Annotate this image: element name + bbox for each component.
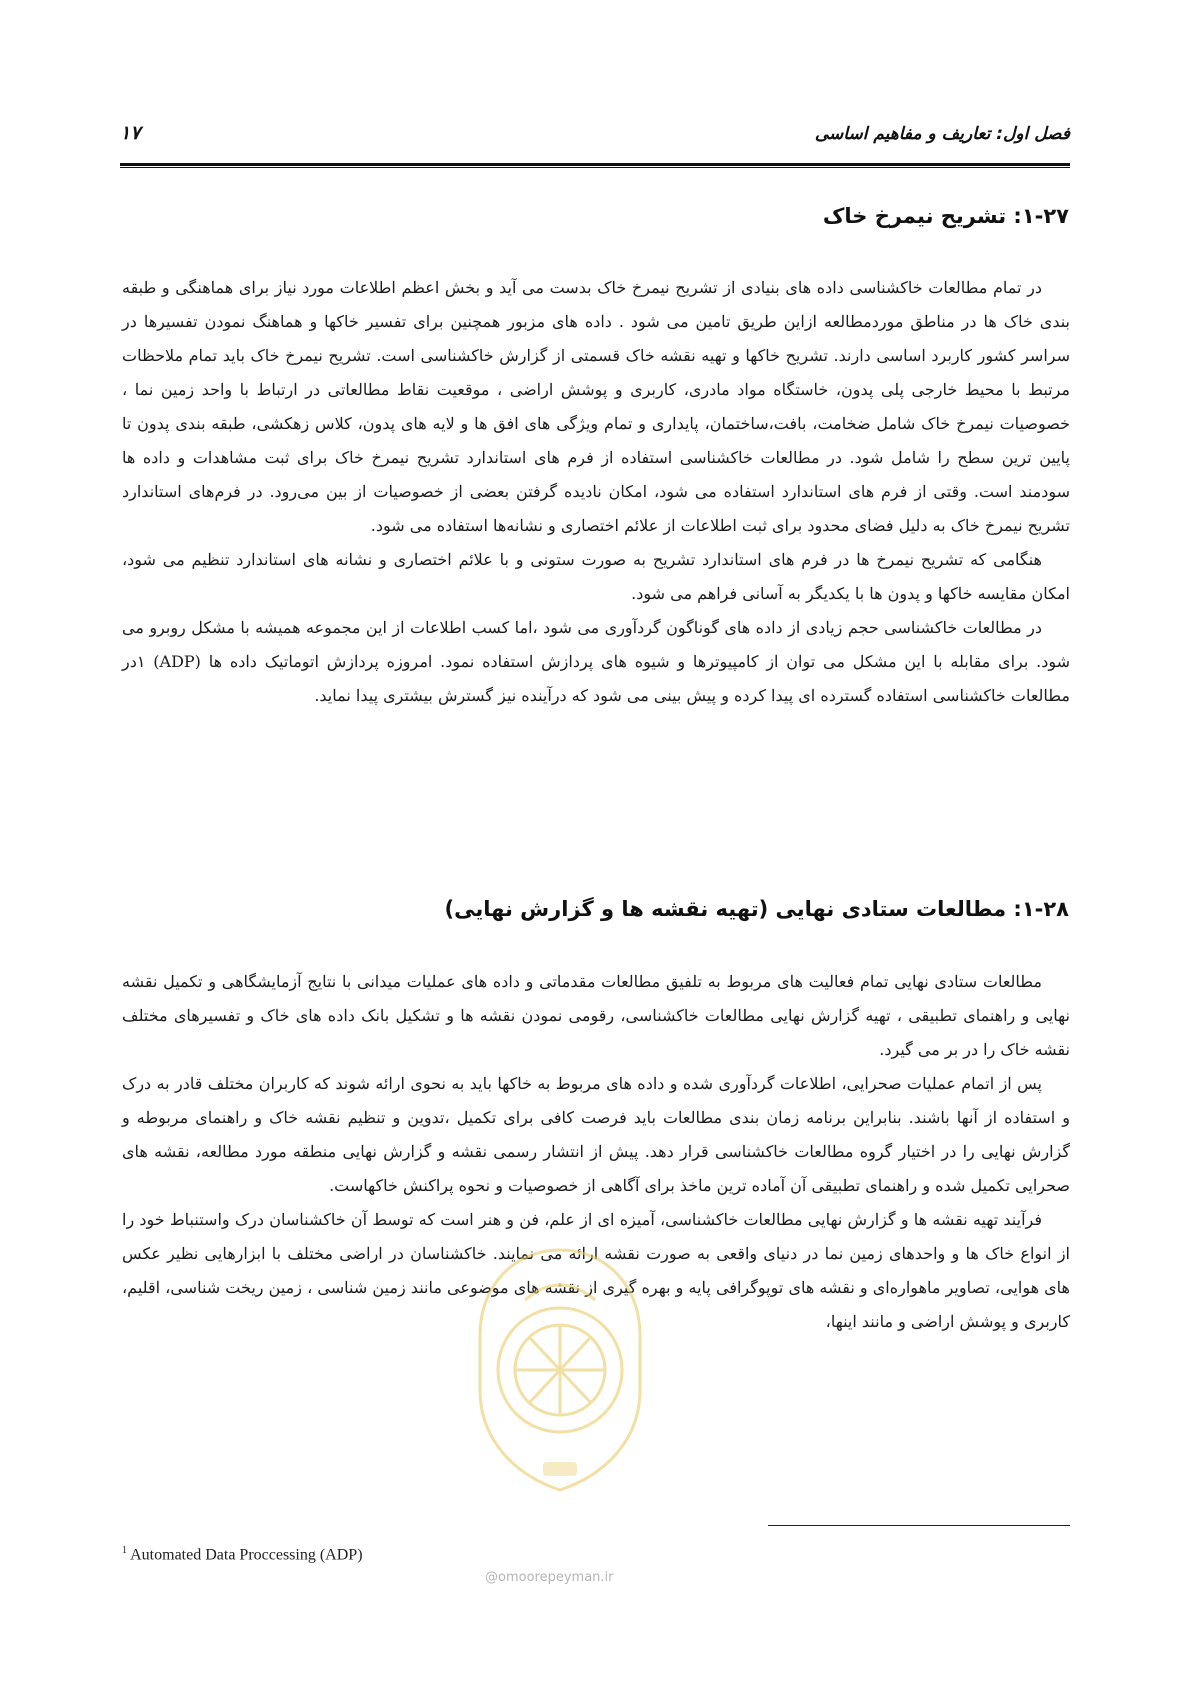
- footnote-divider: [768, 1525, 1070, 1526]
- watermark-logo: [455, 1240, 665, 1500]
- paragraph: فرآیند تهیه نقشه ها و گزارش نهایی مطالعات خاکشناسی، آمیزه ای از علم، فن و هنر است که توسط آن خاکشناسان درک واستنباط خود را از انواع خاک ها و واحدهای زمین نما در دنیای واقعی به صورت نقشه ارائه می نمایند. خاکشناسان در اراضی مختلف با ابزارهایی نظیر عکس های هوایی، تصاویر ماهواره‌ای و نقشه های توپوگرافی پایه و بهره گیری از نقشه های موضوعی مانند زمین شناسی ، زمین ریخت شناسی، اقلیم، کاربری و پوشش اراضی و مانند اینها،: [122, 1210, 1070, 1331]
- chapter-title: فصل اول: تعاریف و مفاهیم اساسی: [814, 124, 1070, 144]
- section-body-soil-profile: [122, 271, 1070, 713]
- running-header: [120, 124, 1070, 154]
- paragraph: پس از اتمام عملیات صحرایی، اطلاعات گردآوری شده و داده های مربوط به خاکها باید به نحوی ارائه شوند که کاربران مختلف قادر به درک و استفاده از آنها باشند. بنابراین برنامه زمان بندی مطالعات باید فرصت کافی برای تکمیل ،تدوین و تنظیم نقشه خاک و راهنمای مربوطه و گزارش نهایی را در اختیار گروه مطالعات خاکشناسی قرار دهد. پیش از انتشار رسمی نقشه و گزارش نهایی منطقه مورد مطالعه، نقشه های صحرایی تکمیل شده و راهنمای تطبیقی آن آماده ترین ماخذ برای آگاهی از خصوصیات و نحوه پراکنش خاکهاست.: [122, 1074, 1071, 1195]
- paragraph: هنگامی که تشریح نیمرخ ها در فرم های استاندارد تشریح به صورت ستونی و با علائم اختصاری و نشانه های استاندارد تنظیم می شود، امکان مقایسه خاکها و پدون ها با یکدیگر به آسانی فراهم می شود.: [122, 550, 1070, 603]
- paragraph: مطالعات ستادی نهایی تمام فعالیت های مربوط به تلفیق مطالعات مقدماتی و داده های عملیات میدانی با نتایج آزمایشگاهی و تکمیل نقشه نهایی و راهنمای تطبیقی ، تهیه گزارش نهایی مطالعات خاکشناسی، رقومی نمودن نقشه ها و تشکیل بانک داده های خاک و تفسیرهای مختلف نقشه خاک را در بر می گیرد.: [122, 972, 1070, 1059]
- page-number: ۱۷: [120, 122, 141, 144]
- watermark-url: @omoorepeyman.ir: [485, 1570, 614, 1585]
- header-divider: [120, 163, 1070, 168]
- paragraph: در تمام مطالعات خاکشناسی داده های بنیادی از تشریح نیمرخ خاک بدست می آید و بخش اعظم اطلاعات مورد نیاز برای هماهنگی و طبقه بندی خاک ها در مناطق موردمطالعه ازاین طریق تامین می شود . داده های مزبور همچنین برای تفسیر خاکها و هماهنگ نمودن تفسیرها در سراسر کشور کاربرد اساسی دارند. تشریح خاکها و تهیه نقشه خاک قسمتی از گزارش خاکشناسی است. تشریح نیمرخ خاک باید تمام ملاحظات مرتبط با محیط خارجی پلی پدون، خاستگاه مواد مادری، کاربری و پوشش اراضی ، موقعیت نقاط مطالعاتی در ارتباط با واحد زمین نما ، خصوصیات نیمرخ خاک شامل ضخامت، بافت،ساختمان، پایداری و تمام ویژگی های افق ها و لایه های پدون، کلاس زهکشی، طبقه بندی پدون تا پایین ترین سطح را شامل شود. در مطالعات خاکشناسی استفاده از فرم های استاندارد تشریح نیمرخ خاک برای ثبت مشاهدات و داده ها سودمند است. وقتی از فرم های استاندارد استفاده می شود، امکان نادیده گرفتن بعضی از خصوصیات از بین می‌رود. در فرم‌های استاندارد تشریح نیمرخ خاک به دلیل فضای محدود برای ثبت اطلاعات از علائم اختصاری و نشانه‌ها استفاده می شود.: [122, 278, 1071, 535]
- footnote-text: Automated Data Proccessing (ADP): [130, 1546, 363, 1564]
- section-heading-soil-profile: ۱-۲۷: تشریح نیمرخ خاک: [822, 204, 1069, 228]
- footnote-marker: 1: [122, 1545, 127, 1556]
- paragraph: در مطالعات خاکشناسی حجم زیادی از داده های گوناگون گردآوری می شود ،اما کسب اطلاعات از این مجموعه همیشه با مشکل روبرو می شود. برای مقابله با این مشکل می توان از کامپیوترها و شیوه های پردازش استفاده نمود. امروزه پردازش اتوماتیک داده ها (ADP) ۱در مطالعات خاکشناسی استفاده گسترده ای پیدا کرده و پیش بینی می شود که درآینده نیز گسترش بیشتری پیدا نماید.: [122, 618, 1071, 705]
- footnote: [122, 1545, 363, 1564]
- section-heading-final-office-studies: ۱-۲۸: مطالعات ستادی نهایی (تهیه نقشه ها و گزارش نهایی): [444, 897, 1069, 921]
